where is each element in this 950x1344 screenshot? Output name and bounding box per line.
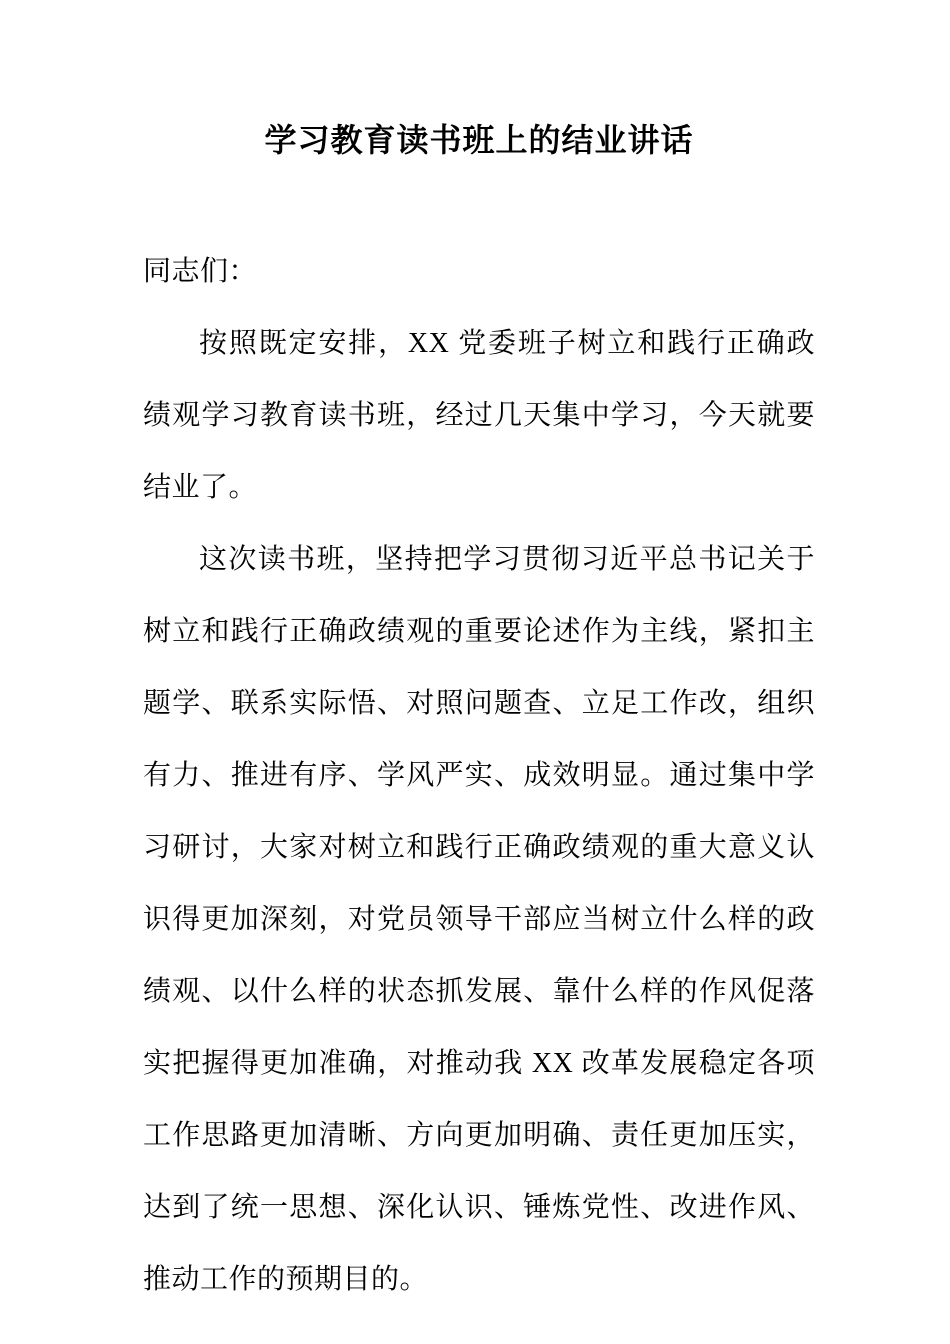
- salutation-line: 同志们：: [143, 256, 258, 287]
- document-title: 学习教育读书班上的结业讲话: [264, 122, 694, 158]
- document-body: [143, 236, 815, 1316]
- paragraph-2: 这次读书班，坚持把学习贯彻习近平总书记关于树立和践行正确政绩观的重要论述作为主线，紧扣主题学、联系实际悟、对照问题查、立足工作改，组织有力、推进有序、学风严实、成效明显。通过集中学习研讨，大家对树立和践行正确政绩观的重大意义认识得更加深刻，对党员领导干部应当树立什么样的政绩观、以什么样的状态抓发展、靠什么样的作风促落实把握得更加准确，对推动我 XX 改革发展稳定各项工作思路更加清晰、方向更加明确、责任更加压实，达到了统一思想、深化认识、锤炼党性、改进作风、推动工作的预期目的。: [143, 544, 815, 1295]
- paragraph-1: 按照既定安排，XX 党委班子树立和践行正确政绩观学习教育读书班，经过几天集中学习，今天就要结业了。: [143, 328, 815, 503]
